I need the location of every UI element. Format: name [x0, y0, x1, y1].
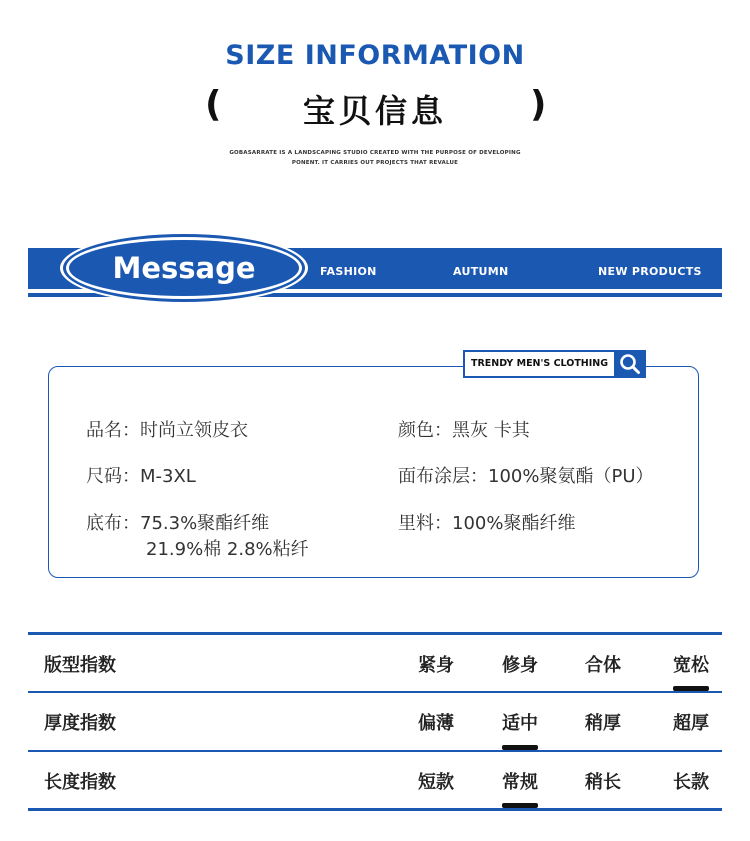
info-size: 尺码：M-3XL — [86, 466, 196, 487]
index-rule-top — [28, 632, 722, 635]
paren-right: ) — [530, 84, 547, 125]
index-label-fit: 版型指数 — [44, 655, 116, 676]
info-base-fabric-cont: 21.9%棉 2.8%粘纤 — [146, 539, 309, 560]
banner-tag-new-products: NEW PRODUCTS — [598, 265, 702, 278]
index-rule-bottom — [28, 808, 722, 811]
index-rule-1 — [28, 691, 722, 693]
index-label-thickness: 厚度指数 — [44, 713, 116, 734]
title-chinese: 宝贝信息 — [302, 92, 447, 130]
index-option: 短款 — [418, 772, 454, 793]
index-option: 合体 — [585, 655, 621, 676]
index-option: 稍长 — [585, 772, 621, 793]
index-option: 适中 — [502, 713, 538, 734]
subtitle-line-2: PONENT. IT CARRIES OUT PROJECTS THAT REVALUE — [291, 160, 459, 166]
info-lining: 里料：100%聚酯纤维 — [398, 513, 576, 534]
selected-marker-fit — [673, 686, 709, 691]
banner-tag-fashion: FASHION — [320, 265, 377, 278]
index-option: 紧身 — [418, 655, 454, 676]
index-option: 宽松 — [673, 655, 709, 676]
banner-tag-autumn: AUTUMN — [453, 265, 509, 278]
selected-marker-thickness — [502, 745, 538, 750]
info-base-fabric: 底布：75.3%聚酯纤维 — [86, 513, 270, 534]
index-option: 常规 — [502, 772, 538, 793]
index-option: 超厚 — [673, 713, 709, 734]
selected-marker-length — [502, 803, 538, 808]
index-label-length: 长度指数 — [44, 772, 116, 793]
index-option: 长款 — [673, 772, 709, 793]
info-color: 颜色：黑灰 卡其 — [398, 420, 530, 441]
index-option: 稍厚 — [585, 713, 621, 734]
search-icon — [619, 353, 641, 375]
title-english: SIZE INFORMATION — [225, 40, 525, 71]
index-option: 修身 — [502, 655, 538, 676]
paren-left: ( — [205, 84, 222, 125]
subtitle-line-1: GOBASARRATE IS A LANDSCAPING STUDIO CREATED WITH THE PURPOSE OF DEVELOPING — [229, 150, 521, 156]
info-product-name: 品名：时尚立领皮衣 — [86, 420, 248, 441]
index-rule-2 — [28, 750, 722, 752]
search-button — [614, 350, 646, 378]
banner-oval-text: Message — [112, 251, 256, 285]
title-chinese-row — [0, 84, 750, 130]
index-option: 偏薄 — [418, 713, 454, 734]
message-banner — [28, 248, 722, 298]
info-coating: 面布涂层：100%聚氨酯（PU） — [398, 466, 654, 487]
search-tag-label: TRENDY MEN'S CLOTHING — [463, 350, 614, 378]
search-tag — [463, 350, 646, 378]
